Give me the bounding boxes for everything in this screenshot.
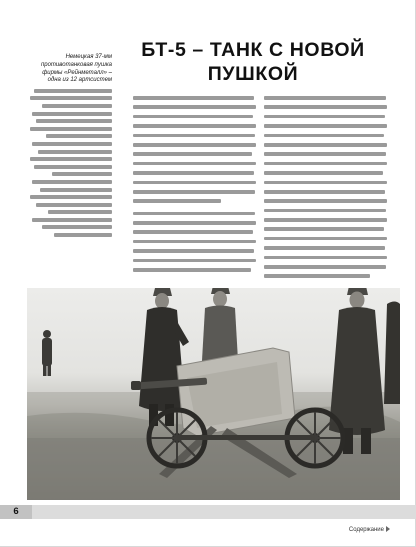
footer-tab-bar xyxy=(0,505,416,519)
text-placeholder-line xyxy=(133,221,256,225)
text-placeholder-line xyxy=(264,115,385,119)
page-number: 6 xyxy=(13,506,19,517)
text-placeholder-line xyxy=(32,218,112,222)
text-placeholder-line xyxy=(264,246,385,250)
text-placeholder-line xyxy=(133,240,256,244)
text-placeholder-line xyxy=(264,209,386,213)
text-placeholder-line xyxy=(46,134,112,138)
article-title-line-2: ПУШКОЙ xyxy=(207,63,299,85)
text-placeholder-line xyxy=(32,180,112,184)
historical-photo xyxy=(27,288,400,500)
article-title-line-1: БТ-5 – ТАНК С НОВОЙ xyxy=(141,39,365,61)
text-placeholder-line xyxy=(133,259,256,263)
text-placeholder-line xyxy=(133,124,256,128)
text-placeholder-line xyxy=(264,134,384,138)
text-placeholder-line xyxy=(133,134,255,138)
text-placeholder-line xyxy=(42,225,112,229)
text-placeholder-line xyxy=(133,249,254,253)
text-placeholder-line xyxy=(133,199,221,203)
text-placeholder-line xyxy=(34,89,112,93)
toc-link[interactable]: Содержание xyxy=(342,524,390,536)
body-column-left xyxy=(133,96,256,286)
text-placeholder-line xyxy=(264,190,385,194)
text-placeholder-line xyxy=(264,256,387,260)
text-placeholder-line xyxy=(264,199,387,203)
text-placeholder-line xyxy=(133,105,256,109)
text-placeholder-line xyxy=(264,181,387,185)
text-placeholder-line xyxy=(264,96,386,100)
text-placeholder-line xyxy=(30,127,112,131)
text-placeholder-line xyxy=(30,195,112,199)
text-placeholder-line xyxy=(32,142,112,146)
text-placeholder-line xyxy=(30,96,112,100)
text-placeholder-line xyxy=(264,274,370,278)
soldier-greatcoat-right xyxy=(329,288,385,454)
photo-caption-lead: Немецкая 37-мм противотанковая пушка фирмы «Рейнметалл» – одна из 12 артсистем xyxy=(40,54,112,84)
text-placeholder-line xyxy=(264,124,387,128)
text-placeholder-line xyxy=(264,237,387,241)
text-placeholder-line xyxy=(264,162,387,166)
text-placeholder-line xyxy=(264,105,387,109)
text-placeholder-line xyxy=(264,265,386,269)
text-placeholder-line xyxy=(40,188,112,192)
text-placeholder-line xyxy=(42,104,112,108)
text-placeholder-line xyxy=(48,210,112,214)
text-placeholder-line xyxy=(133,230,253,234)
text-placeholder-line xyxy=(133,152,252,156)
body-column-right xyxy=(264,96,387,286)
text-placeholder-line xyxy=(32,112,112,116)
text-placeholder-line xyxy=(54,233,112,237)
text-placeholder-line xyxy=(133,115,253,119)
text-placeholder-line xyxy=(133,212,255,216)
text-placeholder-line xyxy=(36,119,112,123)
article-title xyxy=(122,38,384,86)
text-placeholder-line xyxy=(52,172,112,176)
text-placeholder-line xyxy=(133,143,256,147)
photo-caption xyxy=(28,54,112,237)
text-placeholder-line xyxy=(264,152,386,156)
text-placeholder-line xyxy=(264,143,387,147)
text-placeholder-line xyxy=(133,171,254,175)
distant-soldier-left xyxy=(42,330,52,376)
photo-caption-unreadable-lines xyxy=(28,89,112,237)
text-placeholder-line xyxy=(133,162,256,166)
text-placeholder-line xyxy=(30,157,112,161)
text-placeholder-line xyxy=(133,96,254,100)
photo-illustration xyxy=(27,288,400,500)
text-placeholder-line xyxy=(133,181,256,185)
text-placeholder-line xyxy=(264,227,384,231)
text-placeholder-line xyxy=(133,190,255,194)
text-placeholder-line xyxy=(133,268,251,272)
text-placeholder-line xyxy=(34,165,112,169)
text-placeholder-line xyxy=(36,203,112,207)
text-placeholder-line xyxy=(38,150,112,154)
text-placeholder-line xyxy=(264,171,383,175)
text-placeholder-line xyxy=(264,218,387,222)
soldier-far-right xyxy=(384,302,400,405)
